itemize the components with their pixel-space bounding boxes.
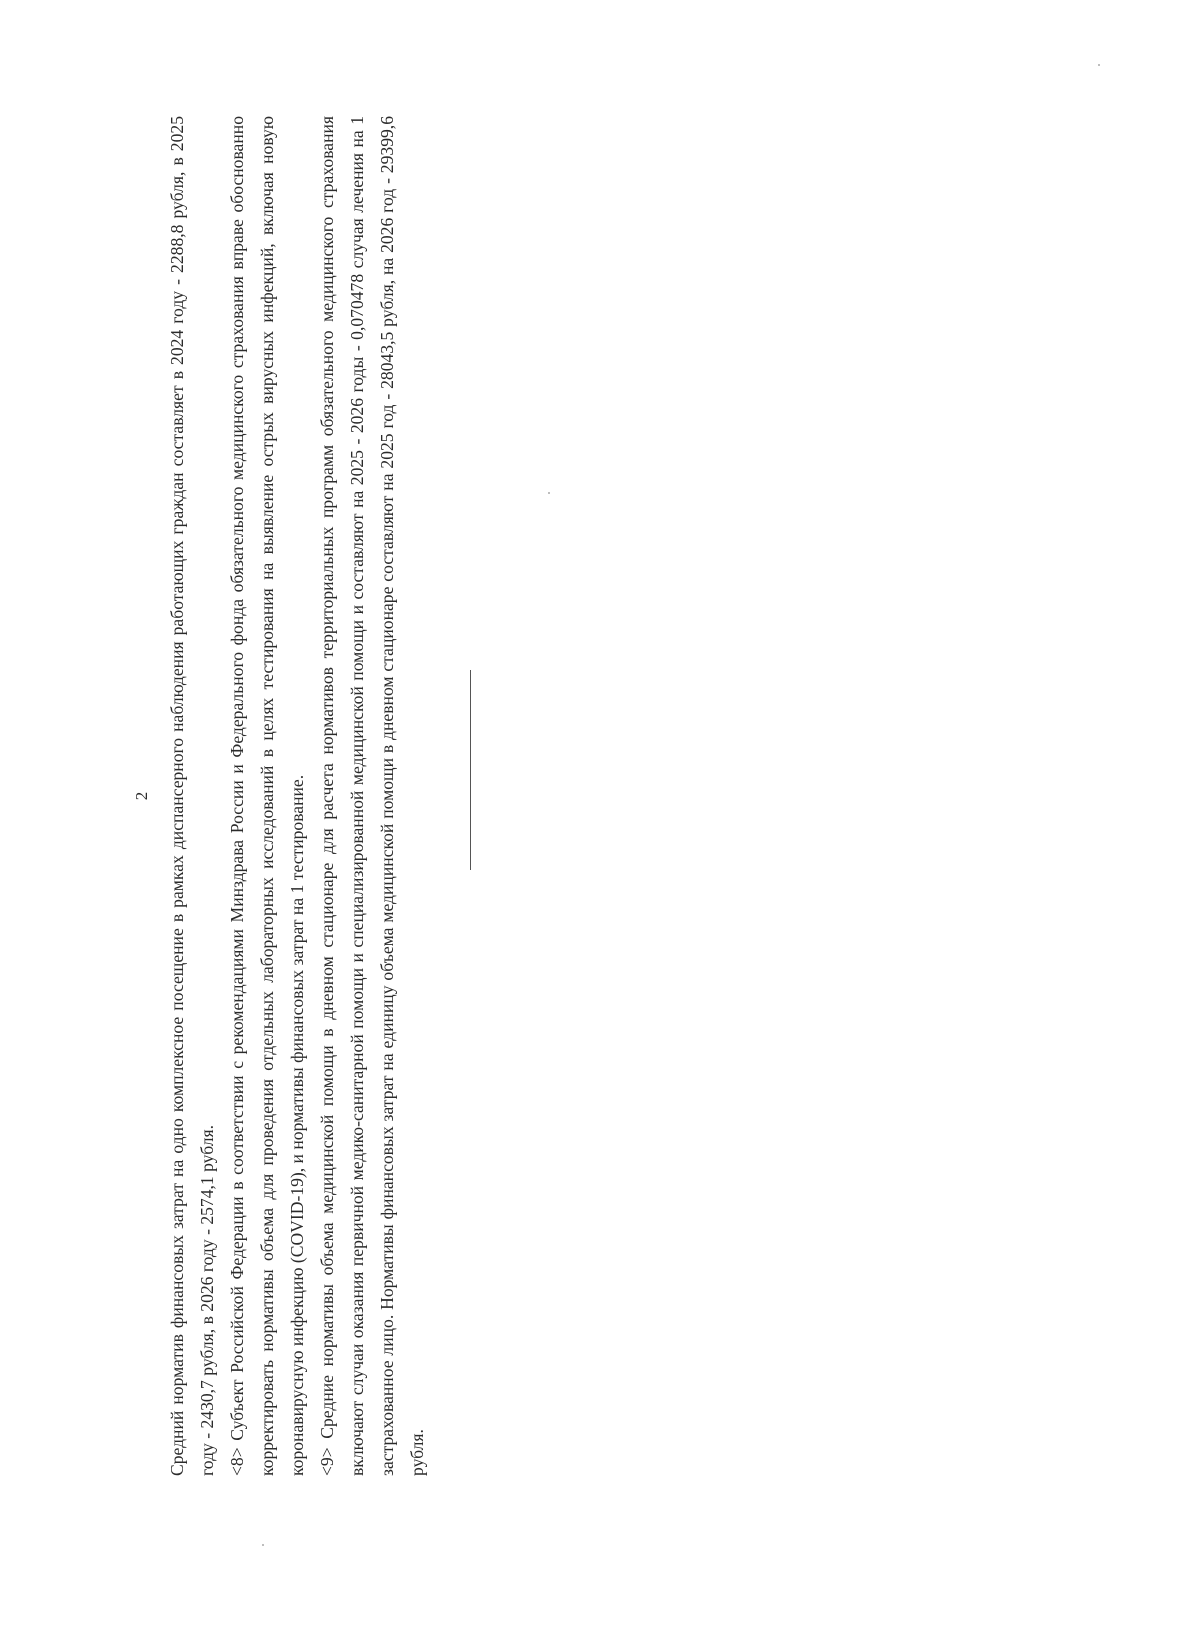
footnote-8: <8> Субъект Российской Федерации в соответствии с рекомендациями Минздрава России и Федерального фонда обязательного медицинского страхования вправе обоснованно корректировать нормативы объема для проведения отдельных лабораторных исследований в целях тестирования на выявление острых вирусных инфекций, включая новую коронавирусную инфекцию (COVID-19), и нормативы финансовых затрат на 1 тестирование. [227,116,307,1476]
scan-speck [1098,64,1100,66]
rotated-text-block [132,116,448,1476]
body-text [162,116,432,1476]
paragraph-average-cost: Средний норматив финансовых затрат на одно комплексное посещение в рамках диспансерного наблюдения работающих граждан составляет в 2024 году - 2288,8 рубля, в 2025 году - 2430,7 рубля, в 2026 году - 2574,1 рубля. [167,116,217,1476]
page-number: 2 [132,791,151,801]
scan-speck [548,492,550,494]
footnote-9: <9> Средние нормативы объема медицинской помощи в дневном стационаре для расчета нормативов территориальных программ обязательного медицинского страхования включают случаи оказания первичной медико-санитарной помощи и специализированной медицинской помощи и составляют на 2025 - 2026 годы - 0,070478 случая лечения на 1 застрахованное лицо. Нормативы финансовых затрат на единицу объема медицинской помощи в дневном стационаре составляют на 2025 год - 28043,5 рубля, на 2026 год - 29399,6 рубля. [317,116,427,1476]
footnote-separator-line [470,670,471,870]
scan-speck [262,1544,264,1546]
